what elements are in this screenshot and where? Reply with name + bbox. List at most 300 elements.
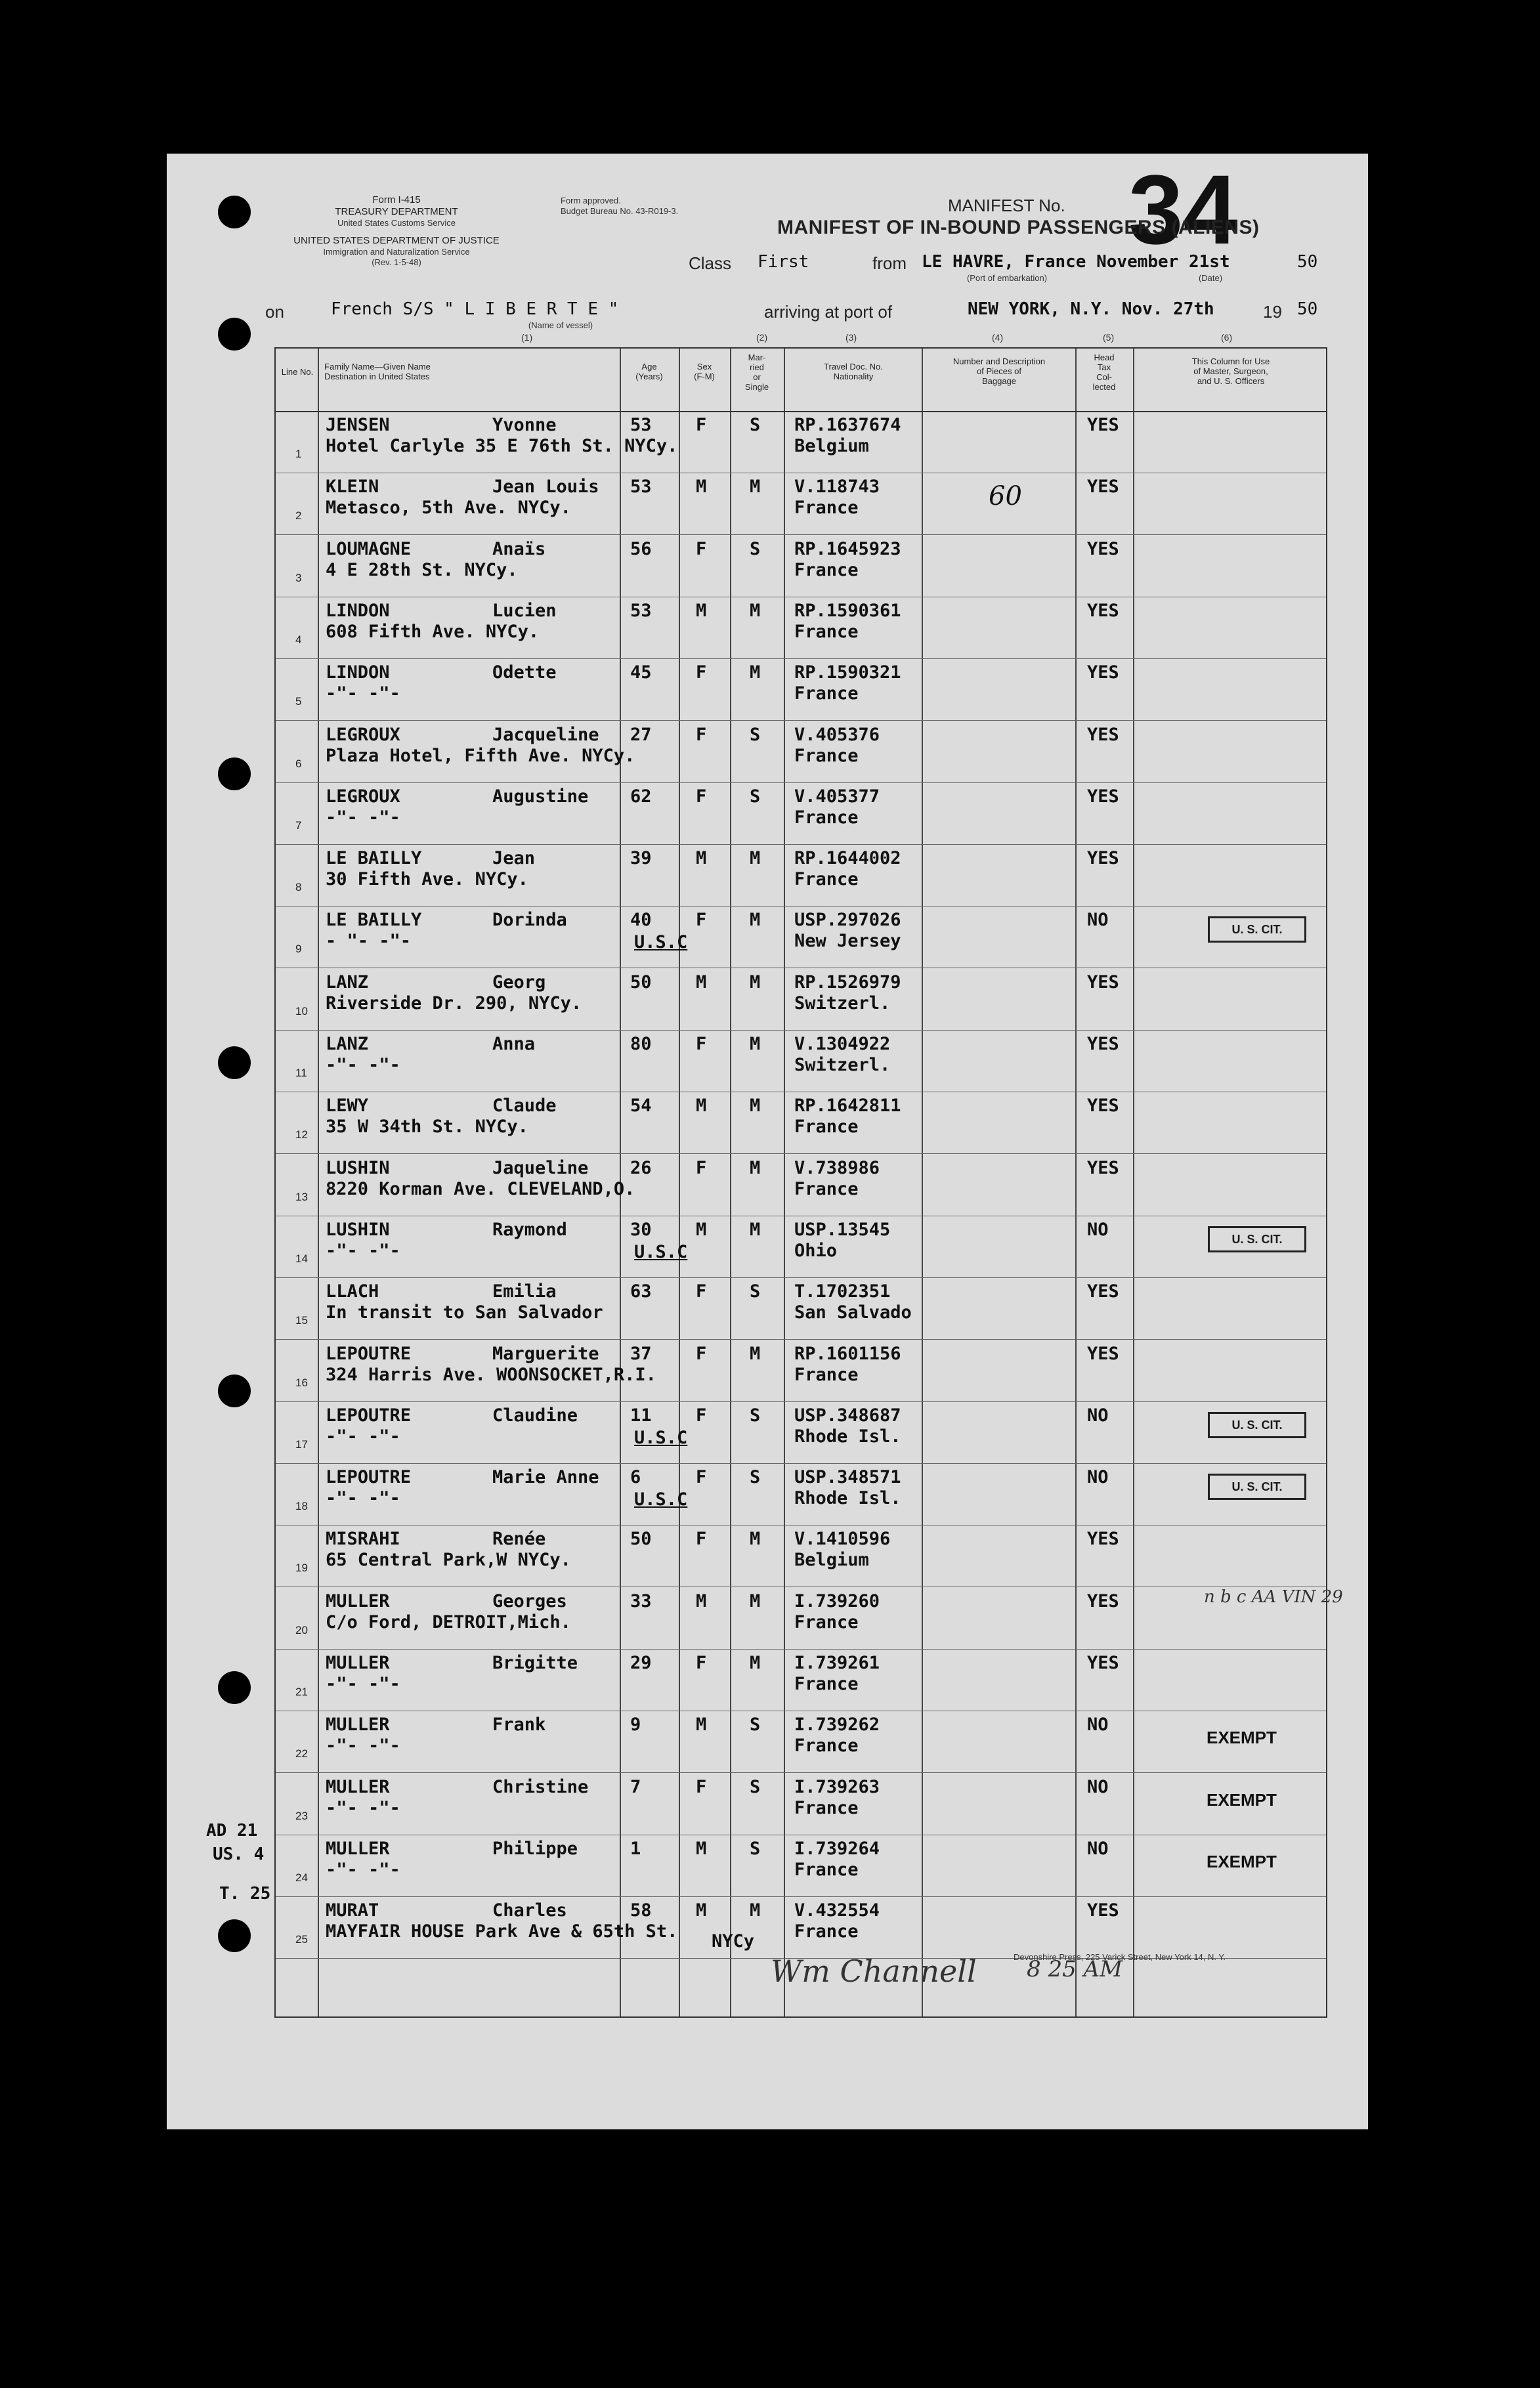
row-given-name: Charles: [492, 1900, 567, 1921]
row-line-number: 21: [295, 1686, 308, 1698]
row-travel-doc: RP.1590361: [794, 600, 901, 621]
row-marital-status: M: [750, 1096, 761, 1117]
row-travel-doc: USP.13545: [794, 1219, 891, 1240]
row-travel-doc: RP.1644002: [794, 848, 901, 869]
row-line-number: 12: [295, 1128, 308, 1141]
justice-dept: UNITED STATES DEPARTMENT OF JUSTICE: [293, 235, 500, 246]
col-number-2: (2): [756, 332, 768, 343]
row25-continuation: NYCy: [712, 1931, 755, 1951]
row-sex: M: [696, 1838, 707, 1859]
row-family-name: MISRAHI: [326, 1529, 400, 1550]
row-travel-doc: V.405376: [794, 724, 880, 745]
col-baggage: Number and Description of Pieces of Baggage: [952, 356, 1046, 386]
row-baggage: 60: [989, 481, 1022, 512]
row-nationality: Switzerl.: [794, 1055, 891, 1075]
binder-hole: [218, 757, 251, 790]
table-row: [276, 1711, 1326, 1773]
exempt-stamp: EXEMPT: [1207, 1728, 1277, 1748]
row-line-number: 2: [295, 509, 302, 522]
row-destination: -"- -"-: [326, 1488, 400, 1509]
row-sex: M: [696, 1900, 707, 1921]
ins-service: Immigration and Naturalization Service: [323, 247, 470, 257]
row-line-number: 20: [295, 1623, 308, 1636]
row-sex: M: [696, 1715, 707, 1736]
exempt-stamp: EXEMPT: [1207, 1789, 1277, 1810]
row-head-tax: YES: [1087, 848, 1119, 869]
row-sex: F: [696, 1281, 707, 1302]
row-sex: F: [696, 786, 707, 807]
row-age: 53: [630, 600, 652, 621]
row-head-tax: NO: [1087, 1219, 1109, 1240]
row-usc: U.S.C: [634, 1427, 688, 1448]
row-travel-doc: V.738986: [794, 1157, 880, 1178]
row-nationality: France: [794, 869, 859, 890]
table-row: [276, 1401, 1326, 1464]
row-nationality: France: [794, 1736, 859, 1757]
row-age: 53: [630, 415, 652, 435]
row-age: 50: [630, 1529, 652, 1550]
table-row: [276, 1525, 1326, 1587]
col-line-no: Line No.: [281, 367, 314, 377]
row-line-number: 15: [295, 1314, 308, 1327]
row-destination: 30 Fifth Ave. NYCy.: [326, 869, 528, 890]
row-family-name: LOUMAGNE: [326, 538, 412, 559]
row-line-number: 18: [295, 1500, 308, 1513]
row-marital-status: M: [750, 477, 761, 498]
col-officers: This Column for Use of Master, Surgeon, and U. S. Officers: [1191, 356, 1270, 386]
vessel-caption: (Name of vessel): [528, 320, 593, 330]
arriving-label: arriving at port of: [764, 302, 893, 322]
row-family-name: JENSEN: [326, 415, 390, 435]
row-line-number: 24: [295, 1871, 308, 1884]
table-row: [276, 1154, 1326, 1216]
row-travel-doc: V.118743: [794, 477, 880, 498]
row-sex: M: [696, 477, 707, 498]
row-head-tax: YES: [1087, 1343, 1119, 1364]
row-destination: In transit to San Salvador: [326, 1302, 603, 1323]
row-travel-doc: I.739262: [794, 1715, 880, 1736]
row-destination: 8220 Korman Ave. CLEVELAND,O.: [326, 1178, 635, 1199]
row-destination: Hotel Carlyle 35 E 76th St. NYCy.: [326, 436, 678, 456]
row-sex: M: [696, 600, 707, 621]
row-age: 39: [630, 848, 652, 869]
row-head-tax: YES: [1087, 600, 1119, 621]
manifest-title: MANIFEST OF IN-BOUND PASSENGERS (ALIENS): [777, 217, 1260, 238]
row-marital-status: S: [750, 1715, 761, 1736]
table-row: [276, 844, 1326, 906]
row-age: 9: [630, 1715, 641, 1736]
row-family-name: LEPOUTRE: [326, 1343, 412, 1364]
row-line-number: 17: [295, 1438, 308, 1451]
row-line-number: 14: [295, 1252, 308, 1265]
row-sex: F: [696, 724, 707, 745]
row-destination: -"- -"-: [326, 683, 400, 704]
row-nationality: Belgium: [794, 436, 869, 456]
us-citizen-stamp: U. S. CIT.: [1208, 1474, 1306, 1500]
row-line-number: 7: [295, 819, 302, 832]
from-year: 50: [1297, 252, 1318, 272]
row-destination: Riverside Dr. 290, NYCy.: [326, 992, 582, 1013]
form-revision: (Rev. 1-5-48): [372, 257, 421, 267]
binder-hole: [218, 196, 251, 228]
row-head-tax: YES: [1087, 1590, 1119, 1611]
row-nationality: France: [794, 1611, 859, 1632]
row-sex: M: [696, 1096, 707, 1117]
row-destination: MAYFAIR HOUSE Park Ave & 65th St.: [326, 1921, 678, 1942]
table-row: [276, 1340, 1326, 1402]
row-head-tax: NO: [1087, 1715, 1109, 1736]
row-sex: F: [696, 1157, 707, 1178]
row-head-tax: YES: [1087, 724, 1119, 745]
row-age: 50: [630, 971, 652, 992]
row-given-name: Jacqueline: [492, 724, 599, 745]
row-travel-doc: V.432554: [794, 1900, 880, 1921]
row-line-number: 23: [295, 1809, 308, 1822]
binder-hole: [218, 1046, 251, 1079]
row-travel-doc: V.1304922: [794, 1034, 891, 1054]
table-row: [276, 968, 1326, 1031]
row-family-name: LANZ: [326, 971, 369, 992]
row-nationality: Rhode Isl.: [794, 1426, 901, 1447]
row-marital-status: S: [750, 1776, 761, 1797]
row-destination: 608 Fifth Ave. NYCy.: [326, 621, 540, 642]
us-citizen-stamp: U. S. CIT.: [1208, 1412, 1306, 1438]
row-given-name: Anaïs: [492, 538, 546, 559]
col-number-6: (6): [1221, 332, 1233, 343]
row-travel-doc: T.1702351: [794, 1281, 891, 1302]
row-travel-doc: I.739260: [794, 1590, 880, 1611]
row-marital-status: M: [750, 1034, 761, 1054]
row-nationality: Switzerl.: [794, 992, 891, 1013]
row-travel-doc: USP.348571: [794, 1467, 901, 1488]
row-travel-doc: USP.297026: [794, 910, 901, 931]
row-line-number: 1: [295, 448, 302, 460]
row-age: 33: [630, 1590, 652, 1611]
row-head-tax: YES: [1087, 786, 1119, 807]
binder-hole: [218, 1375, 251, 1407]
row-given-name: Philippe: [492, 1838, 578, 1859]
from-label: from: [872, 253, 907, 273]
col-number-4: (4): [992, 332, 1004, 343]
row-destination: C/o Ford, DETROIT,Mich.: [326, 1611, 571, 1632]
row-given-name: Claudine: [492, 1405, 578, 1426]
row-travel-doc: V.1410596: [794, 1529, 891, 1550]
col-number-1: (1): [521, 332, 533, 343]
row-age: 40: [630, 910, 652, 931]
row-age: 63: [630, 1281, 652, 1302]
row-line-number: 16: [295, 1376, 308, 1389]
row-family-name: LEPOUTRE: [326, 1405, 412, 1426]
row-family-name: LEGROUX: [326, 724, 400, 745]
row-marital-status: S: [750, 724, 761, 745]
row-nationality: France: [794, 683, 859, 704]
row-family-name: MULLER: [326, 1653, 390, 1673]
row-head-tax: YES: [1087, 477, 1119, 498]
col-number-3: (3): [845, 332, 857, 343]
row-family-name: MULLER: [326, 1715, 390, 1736]
row-age: 58: [630, 1900, 652, 1921]
row-head-tax: YES: [1087, 1157, 1119, 1178]
row-sex: M: [696, 1590, 707, 1611]
table-row: [276, 473, 1326, 535]
row-travel-doc: RP.1645923: [794, 538, 901, 559]
row-destination: -"- -"-: [326, 1736, 400, 1757]
row-head-tax: YES: [1087, 1529, 1119, 1550]
row-marital-status: M: [750, 1343, 761, 1364]
row-sex: F: [696, 910, 707, 931]
binder-hole: [218, 1671, 251, 1704]
row-nationality: Belgium: [794, 1550, 869, 1571]
row-destination: -"- -"-: [326, 1055, 400, 1075]
row-given-name: Frank: [492, 1715, 546, 1736]
row-sex: M: [696, 848, 707, 869]
row-head-tax: YES: [1087, 1653, 1119, 1673]
table-row: [276, 721, 1326, 783]
row-given-name: Raymond: [492, 1219, 567, 1240]
row-given-name: Brigitte: [492, 1653, 578, 1673]
row-given-name: Jaqueline: [492, 1157, 589, 1178]
row-marital-status: M: [750, 1653, 761, 1673]
row-head-tax: NO: [1087, 1838, 1109, 1859]
row-nationality: France: [794, 807, 859, 828]
row-travel-doc: I.739264: [794, 1838, 880, 1859]
row-destination: Metasco, 5th Ave. NYCy.: [326, 498, 571, 519]
row-travel-doc: USP.348687: [794, 1405, 901, 1426]
row-destination: 324 Harris Ave. WOONSOCKET,R.I.: [326, 1364, 656, 1385]
row-line-number: 3: [295, 571, 302, 584]
table-row: [276, 1216, 1326, 1278]
arriving-year: 50: [1297, 299, 1318, 319]
row-nationality: France: [794, 1797, 859, 1818]
printer-credit: Devonshire Press, 225 Varick Street, New York 14, N. Y.: [1014, 1952, 1226, 1962]
row-destination: -"- -"-: [326, 1859, 400, 1880]
row-family-name: MURAT: [326, 1900, 379, 1921]
row-travel-doc: RP.1642811: [794, 1096, 901, 1117]
row-destination: -"- -"-: [326, 1426, 400, 1447]
row-family-name: MULLER: [326, 1838, 390, 1859]
row-marital-status: S: [750, 1838, 761, 1859]
binder-hole: [218, 318, 251, 351]
row-travel-doc: I.739263: [794, 1776, 880, 1797]
row-line-number: 8: [295, 881, 302, 894]
row-family-name: LUSHIN: [326, 1157, 390, 1178]
table-row: [276, 1463, 1326, 1525]
row-head-tax: NO: [1087, 1776, 1109, 1797]
row-family-name: KLEIN: [326, 477, 379, 498]
treasury-dept: TREASURY DEPARTMENT: [335, 206, 458, 217]
row-line-number: 11: [295, 1067, 307, 1079]
table-row: [276, 411, 1326, 473]
passenger-table: [274, 347, 1327, 2018]
row-marital-status: M: [750, 1590, 761, 1611]
row-nationality: France: [794, 498, 859, 519]
row-age: 7: [630, 1776, 641, 1797]
row-head-tax: YES: [1087, 1900, 1119, 1921]
row-nationality: France: [794, 1117, 859, 1138]
us-citizen-stamp: U. S. CIT.: [1208, 1226, 1306, 1252]
side-stamp-line3: T. 25: [219, 1884, 271, 1904]
row-destination: 65 Central Park,W NYCy.: [326, 1550, 571, 1571]
row-nationality: France: [794, 1859, 859, 1880]
table-row: [276, 535, 1326, 597]
row-given-name: Odette: [492, 662, 557, 683]
col-head-tax: Head Tax Col- lected: [1092, 352, 1116, 392]
signature-time-note: 8 25 AM: [1027, 1956, 1123, 1982]
row-head-tax: YES: [1087, 538, 1119, 559]
row-family-name: LEGROUX: [326, 786, 400, 807]
row-given-name: Dorinda: [492, 910, 567, 931]
row-given-name: Marie Anne: [492, 1467, 599, 1488]
col-age: Age (Years): [635, 362, 663, 381]
row-marital-status: M: [750, 848, 761, 869]
row-head-tax: YES: [1087, 662, 1119, 683]
exempt-stamp: EXEMPT: [1207, 1851, 1277, 1871]
row-line-number: 6: [295, 757, 302, 770]
row-family-name: LLACH: [326, 1281, 379, 1302]
row-travel-doc: RP.1590321: [794, 662, 901, 683]
row-destination: 35 W 34th St. NYCy.: [326, 1117, 528, 1138]
row-sex: F: [696, 1343, 707, 1364]
row-given-name: Marguerite: [492, 1343, 599, 1364]
row-given-name: Claude: [492, 1096, 557, 1117]
row-age: 27: [630, 724, 652, 745]
row-travel-doc: I.739261: [794, 1653, 880, 1673]
budget-bureau: Budget Bureau No. 43-R019-3.: [561, 206, 679, 216]
customs-service: United States Customs Service: [337, 218, 456, 228]
row-given-name: Jean: [492, 848, 536, 869]
table-row: [276, 1092, 1326, 1154]
row-sex: F: [696, 538, 707, 559]
manifest-page: [167, 154, 1368, 2129]
row-destination: -"- -"-: [326, 1674, 400, 1694]
row-marital-status: M: [750, 662, 761, 683]
row-given-name: Lucien: [492, 600, 557, 621]
row-head-tax: YES: [1087, 1034, 1119, 1054]
row-travel-doc: RP.1637674: [794, 415, 901, 435]
row-given-name: Renée: [492, 1529, 546, 1550]
row-destination: - "- -"-: [326, 931, 412, 952]
row-nationality: Rhode Isl.: [794, 1488, 901, 1509]
table-row: [276, 1277, 1326, 1340]
table-row: [276, 1835, 1326, 1897]
row-sex: F: [696, 1467, 707, 1488]
side-stamp-line2: US. 4: [213, 1844, 265, 1864]
row-head-tax: YES: [1087, 415, 1119, 435]
row-line-number: 9: [295, 943, 302, 956]
row-given-name: Georges: [492, 1590, 567, 1611]
row-line-number: 25: [295, 1933, 308, 1946]
arriving-year-prefix: 19: [1263, 302, 1282, 322]
table-row: [276, 782, 1326, 845]
row-line-number: 10: [295, 1004, 308, 1017]
row-destination: -"- -"-: [326, 1240, 400, 1261]
table-row: [276, 1587, 1326, 1650]
row-given-name: Anna: [492, 1034, 536, 1054]
row-travel-doc: RP.1526979: [794, 971, 901, 992]
officer-signature: Wm Channell: [771, 1953, 977, 1989]
row-marital-status: M: [750, 1219, 761, 1240]
manifest-no-value: 34: [1128, 154, 1238, 265]
row-age: 26: [630, 1157, 652, 1178]
row-marital-status: S: [750, 786, 761, 807]
manifest-no-label: MANIFEST No.: [948, 196, 1065, 215]
row-age: 1: [630, 1838, 641, 1859]
row-age: 45: [630, 662, 652, 683]
row-given-name: Emilia: [492, 1281, 557, 1302]
row-given-name: Yvonne: [492, 415, 557, 435]
table-row: [276, 597, 1326, 659]
row-sex: F: [696, 415, 707, 435]
row-sex: F: [696, 1653, 707, 1673]
form-number: Form I-415: [372, 194, 421, 205]
row-family-name: LINDON: [326, 662, 390, 683]
table-row: [276, 1649, 1326, 1711]
table-row: [276, 906, 1326, 968]
form-approved: Form approved.: [561, 196, 621, 205]
row-nationality: New Jersey: [794, 931, 901, 952]
row-nationality: France: [794, 1921, 859, 1942]
row-head-tax: YES: [1087, 971, 1119, 992]
vessel-name: French S/S " L I B E R T E ": [331, 299, 619, 319]
row-head-tax: NO: [1087, 1467, 1109, 1488]
row20-handwritten-note: n b c AA VIN 29: [1204, 1587, 1343, 1607]
row-destination: Plaza Hotel, Fifth Ave. NYCy.: [326, 745, 635, 766]
row-marital-status: M: [750, 1900, 761, 1921]
row-given-name: Christine: [492, 1776, 589, 1797]
row-given-name: Georg: [492, 971, 546, 992]
row-line-number: 5: [295, 695, 302, 708]
row-family-name: LE BAILLY: [326, 910, 422, 931]
row-age: 37: [630, 1343, 652, 1364]
class-label: Class: [689, 253, 732, 273]
row-nationality: France: [794, 621, 859, 642]
row-family-name: LANZ: [326, 1034, 369, 1054]
row-family-name: LE BAILLY: [326, 848, 422, 869]
row-line-number: 22: [295, 1747, 308, 1760]
row-head-tax: NO: [1087, 910, 1109, 931]
row-destination: -"- -"-: [326, 807, 400, 828]
row-sex: F: [696, 1405, 707, 1426]
row-sex: F: [696, 662, 707, 683]
row-family-name: LINDON: [326, 600, 390, 621]
row-travel-doc: RP.1601156: [794, 1343, 901, 1364]
class-value: First: [758, 252, 809, 272]
arriving-value: NEW YORK, N.Y. Nov. 27th: [968, 299, 1214, 319]
row-marital-status: M: [750, 1529, 761, 1550]
table-row: [276, 1030, 1326, 1092]
row-nationality: France: [794, 1364, 859, 1385]
row-marital-status: M: [750, 910, 761, 931]
row-family-name: LEPOUTRE: [326, 1467, 412, 1488]
row-given-name: Jean Louis: [492, 477, 599, 498]
row-age: 54: [630, 1096, 652, 1117]
row-nationality: France: [794, 1674, 859, 1694]
row-marital-status: S: [750, 1281, 761, 1302]
row-age: 62: [630, 786, 652, 807]
row-given-name: Augustine: [492, 786, 589, 807]
row-age: 80: [630, 1034, 652, 1054]
row-marital-status: S: [750, 415, 761, 435]
row-nationality: France: [794, 559, 859, 580]
row-usc: U.S.C: [634, 1241, 688, 1262]
col-travel-doc: Travel Doc. No. Nationality: [824, 362, 883, 381]
from-value: LE HAVRE, France November 21st: [922, 252, 1230, 272]
row-marital-status: S: [750, 1405, 761, 1426]
row-usc: U.S.C: [634, 1489, 688, 1510]
row-nationality: France: [794, 1178, 859, 1199]
row-line-number: 19: [295, 1562, 308, 1575]
side-stamp-line1: AD 21: [206, 1821, 258, 1841]
